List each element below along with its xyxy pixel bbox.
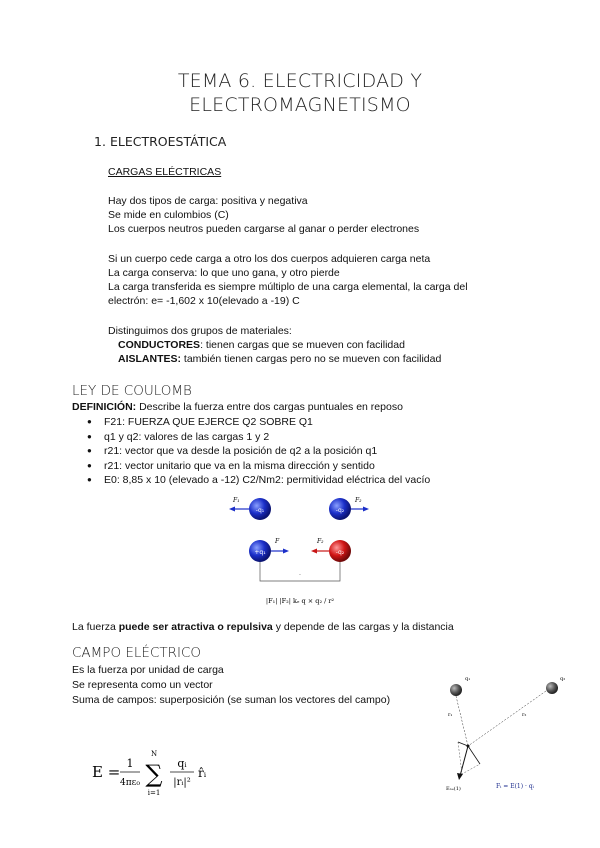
list-item: ● E0: 8,85 x 10 (elevado a -12) C2/Nm2: permitividad eléctrica del vacío (82, 473, 430, 488)
coulomb-diagram (225, 490, 385, 610)
cargas-line-5: La carga conserva: lo que uno gana, y otro pierde (108, 267, 340, 279)
campo-line-1: Es la fuerza por unidad de carga (72, 664, 224, 676)
charge-label: -q₂ (335, 507, 345, 514)
list-item: ● r21: vector unitario que va en la misma dirección y sentido (82, 459, 430, 474)
force-label: F₂ (355, 497, 362, 504)
aislantes-line (118, 352, 441, 366)
section-heading: ELECTROESTÁTICA (110, 134, 227, 149)
charge-sphere (450, 684, 462, 696)
formula-frac-den: 4πε₀ (120, 778, 140, 788)
formula-term-num: qᵢ (177, 757, 187, 770)
point-label: Eₙₑ(1) (446, 786, 461, 792)
groups-intro: Distinguimos dos grupos de materiales: (108, 325, 292, 337)
conductores-line (118, 338, 405, 352)
coulomb-formula: |F₁| |F₂| kₑ q × q₂ / r² (265, 597, 335, 605)
cargas-line-6: La carga transferida es siempre múltiplo de una carga elemental, la carga del (108, 281, 468, 293)
list-item: ● F21: FUERZA QUE EJERCE Q2 SOBRE Q1 (82, 415, 430, 430)
page-title-line-2: ELECTROMAGNETISMO (189, 94, 411, 116)
charge-sphere (546, 682, 558, 694)
conclusion-bold: puede ser atractiva o repulsiva (118, 621, 273, 633)
coulomb-bullet-list (82, 415, 430, 488)
force-label: F₁ (233, 497, 240, 504)
formula-frac-num: 1 (126, 757, 134, 770)
coulomb-conclusion (72, 620, 454, 634)
coulomb-definition (72, 400, 403, 414)
svg-text:-: - (299, 572, 301, 578)
cargas-heading: CARGAS ELÉCTRICAS (108, 166, 222, 178)
aislantes-text: también tienen cargas pero no se mueven con facilidad (181, 353, 442, 365)
charge-label: q₂ (560, 676, 566, 682)
formula-term-den: |rᵢ|² (173, 777, 191, 788)
conclusion-post: y depende de las cargas y la distancia (272, 621, 454, 633)
cargas-line-3: Los cuerpos neutros pueden cargarse al ganar o perder electrones (108, 223, 420, 235)
charge-label: q₁ (465, 676, 471, 682)
distance-label: r₂ (522, 712, 527, 718)
conductores-label: CONDUCTORES (118, 339, 201, 351)
aislantes-label: AISLANTES: (118, 353, 181, 365)
page-title-line-1: TEMA 6. ELECTRICIDAD Y (177, 70, 423, 92)
cargas-line-4: Si un cuerpo cede carga a otro los dos cuerpos adquieren carga neta (108, 253, 431, 265)
charge-label: -q₁ (255, 507, 265, 514)
sum-symbol: ∑ (145, 760, 163, 788)
field-superposition-diagram (440, 670, 580, 795)
campo-heading: CAMPO ELÉCTRICO (72, 645, 202, 661)
campo-line-3: Suma de campos: superposición (se suman los vectores del campo) (72, 694, 391, 706)
formula-lhs: E = (92, 763, 121, 781)
formula-rhat: r̂ᵢ (198, 766, 207, 780)
formula-sum-top: N (150, 750, 158, 758)
field-formula (92, 745, 242, 805)
conclusion-pre: La fuerza (72, 621, 119, 633)
charge-label: +q₁ (254, 549, 266, 556)
coulomb-heading: LEY DE COULOMB (72, 383, 192, 399)
conductores-text: : tienen cargas que se mueven con facilidad (200, 339, 405, 351)
diagram-equation: Fᵢ = E(1) · qᵢ (496, 783, 534, 790)
distance-label: r₁ (448, 712, 453, 718)
definition-label: DEFINICIÓN: (72, 401, 137, 413)
force-label: F (275, 538, 280, 545)
section-number: 1. (94, 134, 106, 149)
campo-line-2: Se representa como un vector (72, 679, 213, 691)
force-label: F₂ (317, 538, 324, 545)
list-item: ● r21: vector que va desde la posición de q2 a la posición q1 (82, 444, 430, 459)
cargas-line-1: Hay dos tipos de carga: positiva y negativa (108, 195, 308, 207)
cargas-line-2: Se mide en culombios (C) (108, 209, 229, 221)
definition-text: Describe la fuerza entre dos cargas puntuales en reposo (136, 401, 403, 413)
list-item: ● q1 y q2: valores de las cargas 1 y 2 (82, 430, 430, 445)
cargas-line-7: electrón: e= -1,602 x 10(elevado a -19) C (108, 295, 300, 307)
charge-label: -q₂ (335, 549, 345, 556)
formula-sum-bottom: i=1 (147, 789, 161, 797)
